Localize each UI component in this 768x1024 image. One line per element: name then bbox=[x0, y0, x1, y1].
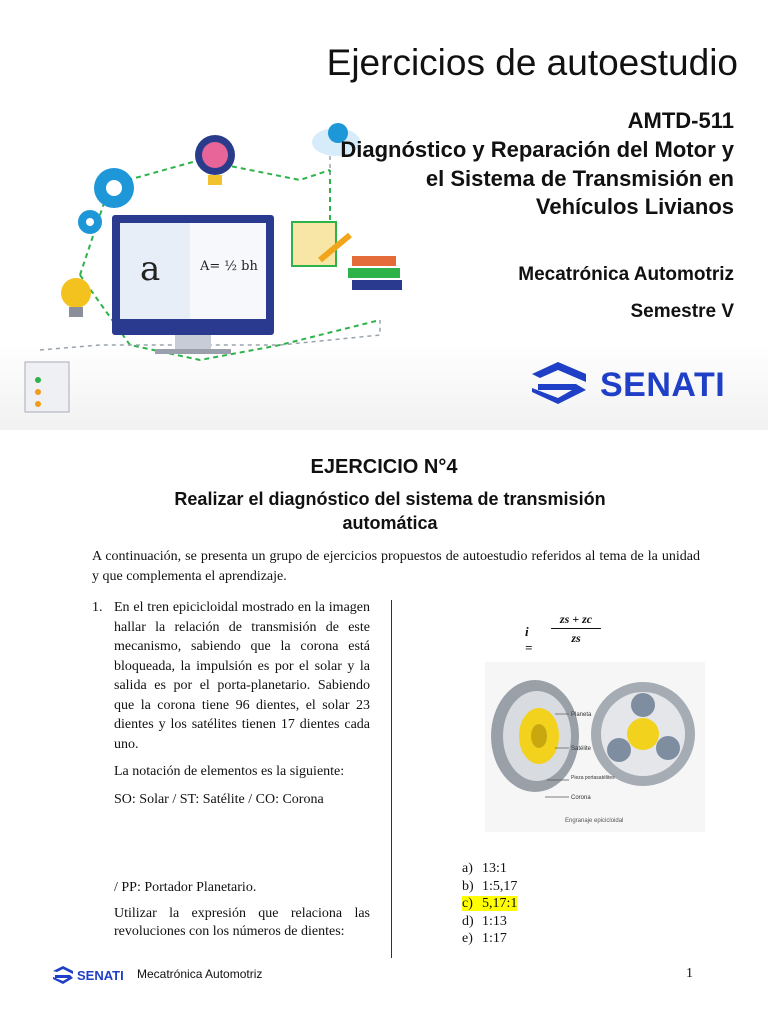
formula-numerator: zs + zc bbox=[551, 612, 601, 629]
option-e[interactable] bbox=[462, 930, 517, 948]
document-title: Ejercicios de autoestudio bbox=[326, 42, 738, 83]
program-name: Mecatrónica Automotriz bbox=[518, 264, 734, 285]
exercise-subtitle: Realizar el diagnóstico del sistema de transmisión automática bbox=[174, 489, 606, 533]
option-letter: d) bbox=[462, 913, 474, 929]
label-planeta: Planeta bbox=[571, 712, 592, 718]
senati-logo-text: SENATI bbox=[600, 366, 726, 404]
intro-paragraph: A continuación, se presenta un grupo de ejercicios propuestos de autoestudio referidos al tema de la unidad y que complementa el aprendizaje. bbox=[92, 549, 700, 584]
footer-program: Mecatrónica Automotriz bbox=[137, 967, 263, 981]
notation-intro: La notación de elementos es la siguiente: bbox=[114, 764, 345, 779]
option-d[interactable] bbox=[462, 913, 517, 931]
label-satelite: Satélite bbox=[571, 746, 592, 752]
option-b[interactable] bbox=[462, 878, 517, 896]
footer-senati-logo bbox=[52, 964, 132, 986]
formula-lhs: i = bbox=[525, 624, 533, 655]
option-text: 1:13 bbox=[482, 913, 507, 929]
notation-line-1: SO: Solar / ST: Satélite / CO: Corona bbox=[114, 792, 324, 807]
answer-options bbox=[462, 860, 517, 948]
label-corona: Corona bbox=[571, 795, 591, 801]
course-code: AMTD-511 bbox=[627, 108, 734, 133]
page-number: 1 bbox=[686, 966, 693, 981]
option-a[interactable] bbox=[462, 860, 517, 878]
problem-statement: En el tren epicicloidal mostrado en la imagen hallar la relación de transmisión de este mecanismo, sabiendo que la corona está bloqueada, la impulsión es por el solar y la salida es por el porta-planetario. Sabiendo que la corona tiene 96 dientes, el solar 23 dientes y los satélites tienen 17 dientes cada uno. bbox=[114, 600, 370, 752]
label-portasatelites: Pieza portasatélites bbox=[571, 775, 615, 781]
option-letter: c) bbox=[462, 896, 473, 911]
svg-text:A= ½ bh: A= ½ bh bbox=[200, 259, 258, 274]
option-text: 1:17 bbox=[482, 931, 507, 946]
footer-logo-text: SENATI bbox=[77, 968, 124, 983]
option-text: 13:1 bbox=[482, 861, 507, 876]
epicyclic-gear-figure bbox=[485, 662, 705, 832]
option-text: 5,17:1 bbox=[482, 896, 518, 911]
figure-caption: Engranaje epicicloidal bbox=[565, 818, 624, 824]
header-banner bbox=[0, 0, 768, 430]
column-divider bbox=[391, 600, 392, 958]
option-letter: a) bbox=[462, 861, 473, 876]
option-letter: b) bbox=[462, 878, 474, 894]
notation-line-2: / PP: Portador Planetario. bbox=[114, 880, 257, 895]
exercise-title: EJERCICIO N°4 bbox=[310, 456, 458, 478]
svg-text:a: a bbox=[140, 249, 161, 289]
option-letter: e) bbox=[462, 931, 473, 946]
option-text: 1:5,17 bbox=[482, 878, 518, 894]
formula-denominator: zs bbox=[571, 631, 581, 645]
option-c[interactable] bbox=[462, 895, 517, 913]
gear-drawing bbox=[485, 662, 705, 832]
course-name: Diagnóstico y Reparación del Motor y el Sistema de Transmisión en Vehículos Livianos bbox=[340, 137, 734, 219]
semester-label: Semestre V bbox=[630, 301, 734, 322]
item-number: 1. bbox=[92, 600, 103, 615]
instruction-text: Utilizar la expresión que relaciona las revoluciones con los números de dientes: bbox=[114, 906, 370, 939]
